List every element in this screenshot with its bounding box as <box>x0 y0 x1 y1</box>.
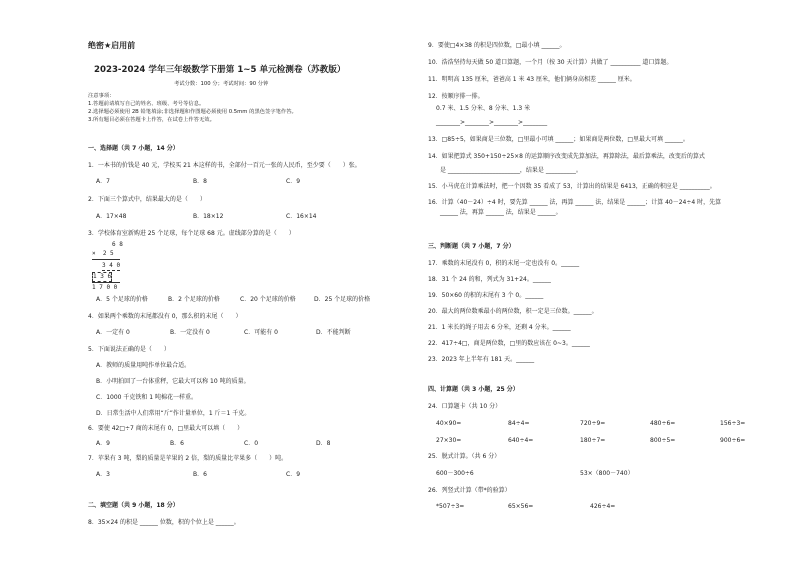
expression: 600－300÷6 <box>436 470 474 477</box>
oral-calc: 480÷6= <box>650 420 676 427</box>
question-24: 24．口算题卡（共 10 分） <box>428 403 502 410</box>
notes-heading: 注意事项： <box>88 93 115 99</box>
order-chain[interactable]: ________>________>________>________ <box>436 119 548 126</box>
judge-item: 21．1 米长的绳子用去 6 分米，还剩 4 分米。______ <box>428 324 571 331</box>
oral-calc: 180÷7= <box>580 437 606 444</box>
option[interactable]: C．可能有 0 <box>244 329 278 336</box>
option[interactable]: B．6 <box>170 440 184 447</box>
option[interactable]: A．一定有 0 <box>96 329 130 336</box>
judge-item: 18．31 个 24 的和，列式为 31+24。______ <box>428 276 551 283</box>
option[interactable]: C．0 <box>244 440 259 447</box>
question-3: 3．学校体育室新购进 25 个足球，每个足球 68 元。虚线部分算的是（ ） <box>88 230 295 237</box>
expression: 53×（800－740） <box>580 470 634 477</box>
option[interactable]: D．8 <box>316 440 331 447</box>
option[interactable]: C．20 个足球的价格 <box>240 296 296 303</box>
section-heading: 三、判断题（共 7 小题，7 分） <box>428 243 515 250</box>
question-6: 6．要使 42□÷7 商的末尾有 0，□里最大可以填（ ） <box>88 425 244 432</box>
secret-label: 绝密★启用前 <box>88 41 136 50</box>
vertical-calc-row: × 2 5 <box>92 250 114 257</box>
option[interactable]: C．9 <box>286 471 301 478</box>
option[interactable]: A．3 <box>96 471 110 478</box>
question-7: 7．苹果有 3 吨，梨的质量是苹果的 2 倍，梨的质量比苹果多（ ）吨。 <box>88 455 288 462</box>
exam-meta: 考试分数：100 分；考试时间：90 分钟 <box>174 81 269 87</box>
judge-item: 22．417÷4□，商是两位数，□里的数应该在 0~3。______ <box>428 340 590 347</box>
question-15: 15．小马虎在计算乘法时，把一个因数 35 看成了 53，计算出的结果是 6413，正确的积应是 __________。 <box>428 183 716 190</box>
option[interactable]: A．5 个足球的价格 <box>96 296 148 303</box>
oral-calc: 900÷6= <box>720 437 746 444</box>
option[interactable]: D．25 个足球的价格 <box>314 296 371 303</box>
option[interactable]: A．17×48 <box>96 213 127 220</box>
oral-calc: 156÷3= <box>720 420 746 427</box>
question-5: 5．下面说法正确的是（ ） <box>88 346 170 353</box>
judge-item: 17．乘数的末尾没有 0，积的末尾一定也没有 0。______ <box>428 260 580 267</box>
section-heading: 四、计算题（共 3 小题，25 分） <box>428 386 519 393</box>
question-25: 25．脱式计算。（共 6 分） <box>428 453 501 460</box>
question-14-cont: 是 ________________________，结果是 __________。 <box>440 167 582 174</box>
vertical-calc-row: 6 8 <box>112 241 123 248</box>
option[interactable]: A．9 <box>96 440 110 447</box>
note-item: 2.选择题必须使用 2B 铅笔填涂;非选择题和作图题必须使用 0.5mm 的黑色签字笔作答。 <box>88 109 297 115</box>
note-item: 3.所有题目必须在答题卡上作答，在试卷上作答无效。 <box>88 117 215 123</box>
order-items: 0.7 米、1.5 分米、8 分米、1.3 米 <box>436 105 531 112</box>
column-calc: 65×56= <box>508 503 534 510</box>
question-10: 10．浩浩坚持每天做 50 道口算题，一个月（按 30 天计算）共做了 __________ 道口算题。 <box>428 59 673 66</box>
option[interactable]: B．8 <box>193 178 207 185</box>
page-title: 2023-2024 学年三年级数学下册第 1~5 单元检测卷（苏教版） <box>94 65 346 75</box>
column-calc: *507÷3= <box>436 503 465 510</box>
question-8: 8．35×24 的积是 ______ 位数，积的个位上是 ______。 <box>88 519 240 526</box>
oral-calc: 27×30= <box>436 437 462 444</box>
question-4: 4．如果两个乘数的末尾都没有 0，那么积的末尾（ ） <box>88 313 242 320</box>
oral-calc: 720÷9= <box>580 420 606 427</box>
option[interactable]: B．一定没有 0 <box>170 329 210 336</box>
section-heading: 一、选择题（共 7 小题，14 分） <box>88 145 179 152</box>
vertical-calc-row: 1 7 0 0 <box>92 284 118 291</box>
question-9: 9．要使□4×38 的积是四位数，□最小填 ______。 <box>428 42 566 49</box>
question-14: 14．如果把算式 350+150÷25×8 的运算顺序改变成先算加法，再算除法，最后算乘法，改变后的算式 <box>428 153 705 160</box>
option[interactable]: A．教师的质量用吨作单位最合适。 <box>96 362 191 369</box>
question-1: 1．一本书的价钱是 40 元，学校买 21 本这样的书，全部付一百元一张的人民币，至少要（ ）张。 <box>88 162 361 169</box>
judge-item: 19．50×60 的积的末尾有 3 个 0。______ <box>428 292 544 299</box>
option[interactable]: C．9 <box>286 178 301 185</box>
section-heading: 二、填空题（共 9 小题，18 分） <box>88 502 179 509</box>
question-12: 12．按顺序排一排。 <box>428 93 484 100</box>
question-16-cont: ______ 法，再算 ______ 法，结果是 ______。 <box>440 209 562 216</box>
judge-item: 23．2023 年上半年有 181 天。______ <box>428 356 535 363</box>
option[interactable]: D．日常生活中人们常用“斤”作计量单位，1 斤＝1 千克。 <box>96 410 251 417</box>
option[interactable]: B．小明拍回了一台体重秤，它最大可以称 10 吨的质量。 <box>96 378 250 385</box>
column-calc: 426÷4= <box>590 503 616 510</box>
option[interactable]: B．6 <box>193 471 207 478</box>
vertical-calc-row: 3 4 0 <box>102 262 121 269</box>
question-16: 16．计算（40－24）÷4 时，要先算 ______ 法，再算 ______ 法，结果是 ______；计算 40－24÷4 时，先算 <box>428 199 722 206</box>
judge-item: 20．最大的两位数乘最小的两位数，积一定是三位数。______。 <box>428 308 598 315</box>
question-2: 2．下面三个算式中，结果最大的是（ ） <box>88 196 206 203</box>
question-26: 26．列竖式计算（带*的验算） <box>428 487 511 494</box>
calc-rule <box>92 282 120 283</box>
note-item: 1.答题前请填写自己的姓名、班级、考号等信息。 <box>88 101 205 107</box>
option[interactable]: C．16×14 <box>286 213 317 220</box>
option[interactable]: A．7 <box>96 178 110 185</box>
question-13: 13．□85÷5，如果商是三位数，□里最小可填 ______；如果商是两位数，□里最大可填 ______。 <box>428 136 689 143</box>
option[interactable]: D．不能判断 <box>316 329 351 336</box>
option[interactable]: B．2 个足球的价格 <box>168 296 220 303</box>
question-11: 11．明明高 135 厘米，爸爸高 1 米 43 厘米，他们俩身高相差 ______ 厘米。 <box>428 76 636 83</box>
oral-calc: 800÷5= <box>650 437 676 444</box>
oral-calc: 84÷4= <box>508 420 530 427</box>
oral-calc: 640÷4= <box>508 437 534 444</box>
calc-rule <box>92 259 120 260</box>
vertical-calc-row: 1 3 6 <box>93 273 112 280</box>
option[interactable]: C．1000 千克铁和 1 吨棉花一样重。 <box>96 394 197 401</box>
oral-calc: 40×90= <box>436 420 462 427</box>
option[interactable]: B．18×12 <box>193 213 224 220</box>
